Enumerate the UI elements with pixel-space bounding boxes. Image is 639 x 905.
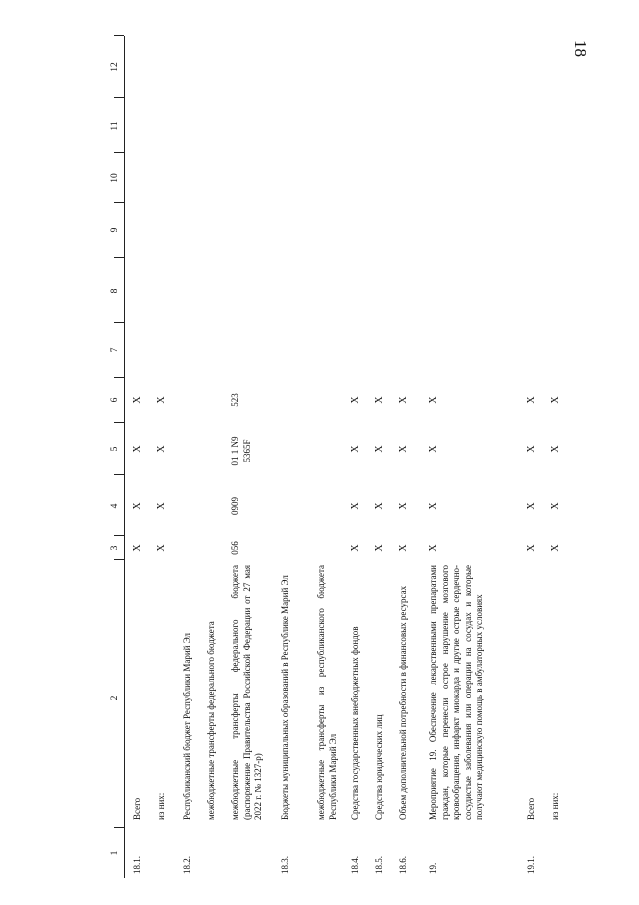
row-name: Объем дополнительной потребности в финансовых ресурсах (398, 585, 408, 820)
rotated-table-container (110, 36, 561, 878)
cell-col3: X (398, 544, 409, 552)
cell-col6: X (350, 396, 361, 404)
col-sep (114, 827, 124, 828)
row-name: Средства юридических лиц (374, 714, 384, 820)
row-name: из них: (156, 792, 166, 820)
cell-col4: X (550, 502, 561, 510)
col-sep (114, 202, 124, 203)
cell-col5: X (398, 445, 409, 453)
cell-col6: X (550, 396, 561, 404)
col-sep (114, 97, 124, 98)
row-number: 18.4. (350, 856, 360, 874)
cell-col5: X (350, 445, 361, 453)
cell-col6: X (132, 396, 143, 404)
cell-col4: X (156, 502, 167, 510)
cell-col3: X (550, 544, 561, 552)
cell-col5: X (550, 445, 561, 453)
cell-col4: X (428, 502, 439, 510)
col-sep (114, 35, 124, 36)
row-name: Бюджеты муниципальных образований в Республике Марий Эл (280, 575, 290, 820)
cell-col5: X (156, 445, 167, 453)
header-line (124, 36, 125, 878)
col-sep (114, 377, 124, 378)
cell-col3: X (428, 544, 439, 552)
cell-col4: X (374, 502, 385, 510)
cell-col4: 0909 (230, 497, 240, 515)
cell-col4: X (526, 502, 537, 510)
row-number: 18.2. (182, 856, 192, 874)
cell-col5: 01 1 N9 5365F (230, 436, 252, 466)
cell-col3: X (374, 544, 385, 552)
row-number: 19. (428, 862, 438, 874)
row-number: 18.6. (398, 856, 408, 874)
cell-col5: X (132, 445, 143, 453)
cell-col5: X (374, 445, 385, 453)
row-name: межбюджетные трансферты из республиканского бюджета Республики Марий Эл (316, 565, 338, 820)
col-sep (114, 322, 124, 323)
cell-col6: 523 (230, 393, 240, 407)
cell-col6: X (428, 396, 439, 404)
col-sep (114, 474, 124, 475)
row-name: из них: (550, 792, 560, 820)
cell-col6: X (526, 396, 537, 404)
cell-col6: X (156, 396, 167, 404)
row-name: межбюджетные трансферты федерального бюджета (206, 621, 216, 820)
row-name: Всего (526, 797, 536, 820)
row-number: 18.1. (132, 856, 142, 874)
cell-col3: X (132, 544, 143, 552)
cell-col5: X (428, 445, 439, 453)
cell-col4: X (132, 502, 143, 510)
cell-col4: X (350, 502, 361, 510)
col-sep (114, 152, 124, 153)
cell-col3: X (350, 544, 361, 552)
row-name: Всего (132, 797, 142, 820)
row-number: 18.5. (374, 856, 384, 874)
row-number: 19.1. (526, 856, 536, 874)
cell-col3: X (526, 544, 537, 552)
budget-table: 1 2 3 4 5 6 7 8 9 10 11 12 18.1. Всего X X X X из них: X X X X 18.2. Республиканский бюджет Республики Марий Эл межбюджетные трансферты федерального бюджета межбюджетные трансферты федерального бюджета (распоряжение Правительства Российской Федерации от 27 мая 2022 г. № 1327-р) 056 0909 01 1 N9 5365F 523 18.3. Бюджеты муниципальных образований в Республике Марий Эл межбюджетные трансферты из республиканского бюджета Республики Марий Эл 18.4. Средства государственных внебюджетных фондов X X X X 18.5. Средства юридических лиц X X X X 18.6. Объем дополнительной потребности в финансовых ресурсах X X X X 19. Мероприятие 19. Обеспечение лекарственными препаратами граждан, которые перенесли острое нарушение мозгового кровообращения, инфаркт миокарда и другие острые сердечно-сосудистые заболевания или операции на сосудах и которые получают медицинскую помощь в амбулаторных условиях X X X X 19.1. Всего X X X X из них: X X X X (120, 36, 520, 878)
cell-col3: X (156, 544, 167, 552)
row-name: Республиканский бюджет Республики Марий Эл (182, 632, 192, 820)
row-name: Средства государственных внебюджетных фондов (350, 626, 360, 820)
page-number: 18 (571, 40, 590, 57)
col-sep (114, 257, 124, 258)
col-sep (114, 422, 124, 423)
cell-col6: X (374, 396, 385, 404)
cell-col4: X (398, 502, 409, 510)
cell-col3: 056 (230, 541, 240, 555)
row-name: межбюджетные трансферты федерального бюджета (распоряжение Правительства Российской Федерации от 27 мая 2022 г. № 1327-р) (230, 565, 263, 820)
cell-col6: X (398, 396, 409, 404)
row-number: 18.3. (280, 856, 290, 874)
cell-col5: X (526, 445, 537, 453)
row-name: Мероприятие 19. Обеспечение лекарственными препаратами граждан, которые перенесли острое нарушение мозгового кровообращения, инфаркт миокарда и другие острые сердечно-сосудистые заболевания или операции на сосудах и которые получают медицинскую помощь в амбулаторных условиях (428, 565, 484, 820)
